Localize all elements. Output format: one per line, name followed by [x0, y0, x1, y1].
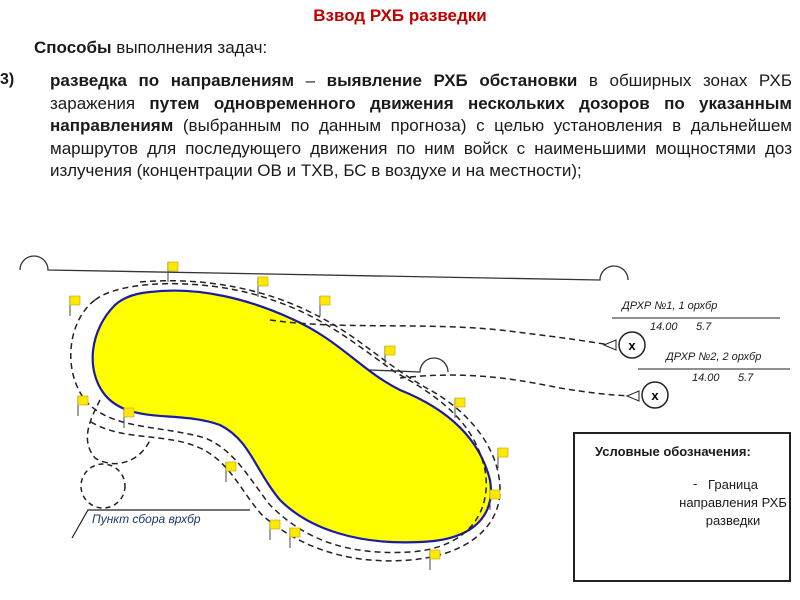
para-part-2: выявление РХБ обстановки — [326, 71, 578, 90]
legend-title: Условные обозначения: — [595, 444, 751, 459]
subtitle-rest: выполнения задач: — [111, 38, 268, 57]
patrol1-value: 5.7 — [696, 321, 712, 333]
patrol2-time: 14.00 — [692, 372, 720, 384]
patrol2-value: 5.7 — [738, 372, 754, 384]
flag — [385, 346, 395, 355]
patrol1-cross: х — [628, 338, 636, 353]
flag — [78, 396, 88, 405]
flag — [498, 448, 508, 457]
patrol1-name: ДРХР №1, 1 орхбр — [622, 300, 718, 312]
legend-dash: - — [693, 476, 698, 491]
para-part-3: в обширных зонах РХБ заражения — [50, 71, 792, 113]
patrol2-arrowhead — [627, 391, 639, 401]
legend — [573, 432, 791, 582]
patrol1-arrowhead — [604, 340, 616, 350]
flag — [290, 528, 300, 537]
para-part-5: (выбранным по данным прогноза) с целью установления в дальнейшем маршрутов для последующего движения по ним войск с наименьшими мощностями доз излучения (концентрации ОВ и ТХВ, БС в воздухе и на местности); — [50, 116, 792, 180]
legend-text: Граница направления РХБ разведки — [679, 477, 787, 528]
flag — [70, 296, 80, 305]
patrol1-time: 14.00 — [650, 321, 678, 333]
pickup-point-circle — [81, 464, 125, 508]
pickup-point-label: Пункт сбора врхбр — [92, 512, 201, 526]
flag — [270, 520, 280, 529]
flag — [320, 296, 330, 305]
contamination-zone — [93, 291, 491, 543]
subtitle-bold: Способы — [34, 38, 112, 57]
flag — [168, 262, 178, 271]
flag — [430, 550, 440, 559]
item-number: 3) — [0, 71, 15, 88]
direction-boundary-top — [20, 256, 628, 280]
patrol2-cross: х — [651, 388, 659, 403]
flag — [124, 408, 134, 417]
patrol2-name: ДРХР №2, 2 орхбр — [666, 351, 762, 363]
page-title: Взвод РХБ разведки — [313, 6, 487, 25]
flag — [455, 398, 465, 407]
para-part-0: разведка по направлениям — [50, 71, 295, 90]
flag — [490, 490, 500, 499]
flag — [258, 277, 268, 286]
para-part-4: путем одновременного движения нескольких дозоров по указанным направлениям — [50, 93, 792, 135]
flag — [226, 462, 236, 471]
para-part-1: – — [294, 71, 327, 90]
